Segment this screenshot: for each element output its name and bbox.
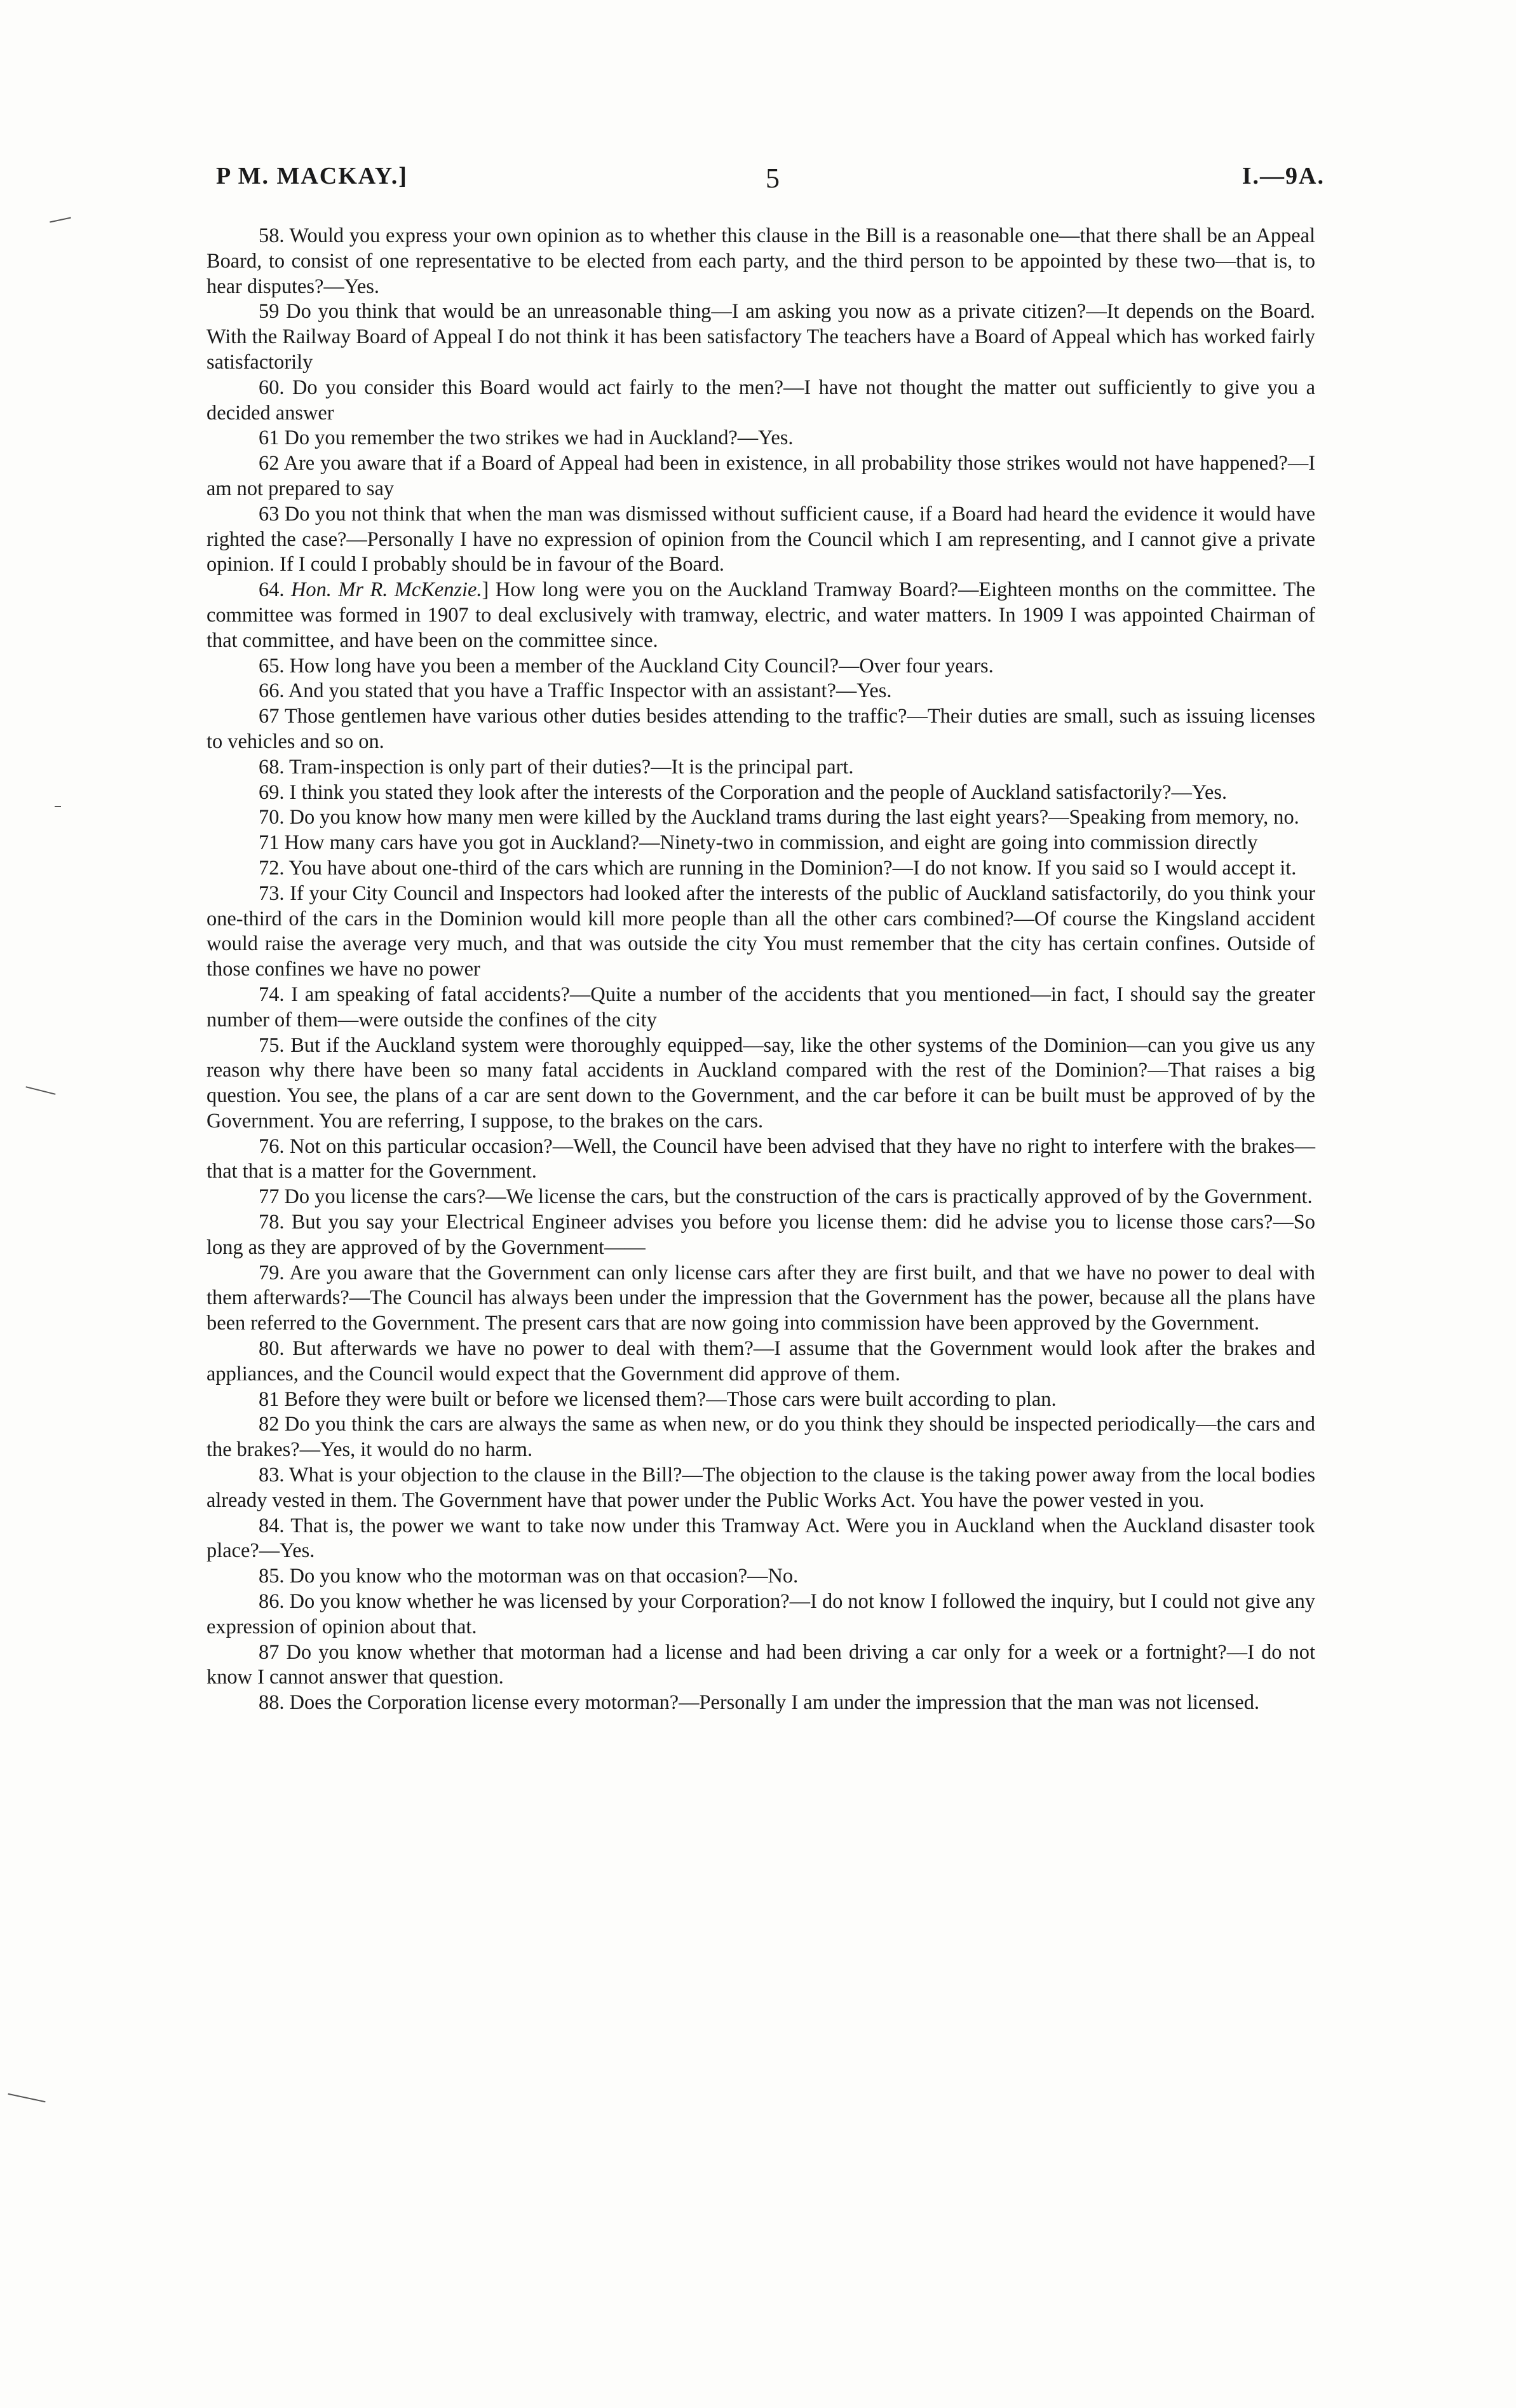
paragraph-64: 64. Hon. Mr R. McKenzie.] How long were you on the Auckland Tramway Board?—Eighteen months on the committee. The committee was formed in 1907 to deal exclusively with tramway, electric, and water matters. In 1909 I was appointed Chairman of that committee, and have been on the committee since. — [206, 578, 1315, 652]
paragraph-70: 70. Do you know how many men were killed by the Auckland trams during the last eight years?—Speaking from memory, no. — [259, 806, 1299, 829]
paragraph-81: 81 Before they were built or before we licensed them?—Those cars were built according to plan. — [259, 1387, 1057, 1411]
margin-mark — [8, 2093, 45, 2102]
margin-mark — [55, 806, 61, 807]
paragraph-83: 83. What is your objection to the clause in the Bill?—The objection to the clause is the taking power away from the local bodies already vested in them. The Government have that power under the Public Works Act. You have the power vested in you. — [206, 1464, 1315, 1512]
paragraph-59: 59 Do you think that would be an unreasonable thing—I am asking you now as a private citizen?—It depends on the Board. With the Railway Board of Appeal I do not think it has been satisfactory The teachers have a Board of Appeal which has worked fairly satisfactorily — [206, 300, 1315, 374]
page-number: 5 — [766, 163, 780, 194]
paragraph-60: 60. Do you consider this Board would act fairly to the men?—I have not thought the matter out sufficiently to give you a decided answer — [206, 376, 1315, 425]
paragraph-82: 82 Do you think the cars are always the same as when new, or do you think they should be inspected periodically—the cars and the brakes?—Yes, it would do no harm. — [206, 1413, 1315, 1462]
paragraph-78: 78. But you say your Electrical Engineer advises you before you license them: did he advise you to license those cars?—So long as they are approved of by the Government—— — [206, 1211, 1315, 1259]
paragraph-80: 80. But afterwards we have no power to deal with them?—I assume that the Government would look after the brakes and appliances, and the Council would expect that the Government did approve of them. — [206, 1337, 1315, 1385]
paragraph-79: 79. Are you aware that the Government can only license cars after they are first built, and that we have no power to deal with them afterwards?—The Council has always been under the impression that the Government has the power, because all the plans have been referred to the Government. The present cars that are now going into commission have been approved by the Government. — [206, 1261, 1315, 1335]
paragraph-71: 71 How many cars have you got in Auckland?—Ninety-two in commission, and eight are going into commission directly — [259, 831, 1258, 855]
evidence-body — [206, 224, 1315, 1716]
paragraph-84: 84. That is, the power we want to take now under this Tramway Act. Were you in Auckland when the Auckland disaster took place?—Yes. — [206, 1514, 1315, 1563]
paragraph-72: 72. You have about one-third of the cars which are running in the Dominion?—I do not know. If you said so I would accept it. — [259, 856, 1297, 880]
document-reference: I.—9A. — [1242, 163, 1325, 189]
margin-mark — [50, 217, 71, 222]
paragraph-75: 75. But if the Auckland system were thoroughly equipped—say, like the other systems of the Dominion—can you give us any reason why there have been so many fatal accidents in Auckland compared with the rest of the Dominion?—That raises a big question. You see, the plans of a car are sent down to the Government, and the car before it can be built must be approved of by the Government. You are referring, I suppose, to the brakes on the cars. — [206, 1033, 1315, 1133]
paragraph-86: 86. Do you know whether he was licensed by your Corporation?—I do not know I followed the inquiry, but I could not give any expression of opinion about that. — [206, 1590, 1315, 1638]
speaker-name: Hon. Mr R. McKenzie. — [291, 578, 482, 602]
paragraph-65: 65. How long have you been a member of the Auckland City Council?—Over four years. — [259, 654, 994, 677]
paragraph-62: 62 Are you aware that if a Board of Appeal had been in existence, in all probability those strikes would not have happened?—I am not prepared to say — [206, 452, 1315, 500]
paragraph-63: 63 Do you not think that when the man was dismissed without sufficient cause, if a Board had heard the evidence it would have righted the case?—Personally I have no expression of opinion from the Council which I am representing, and I cannot give a private opinion. If I could I probably should be in favour of the Board. — [206, 502, 1315, 576]
page-header — [216, 162, 1325, 200]
header-witness-name: P M. MACKAY.] — [216, 163, 408, 189]
paragraph-76: 76. Not on this particular occasion?—Well, the Council have been advised that they have no right to interfere with the brakes—that that is a matter for the Government. — [206, 1134, 1315, 1183]
margin-mark — [25, 1086, 55, 1095]
paragraph-73: 73. If your City Council and Inspectors had looked after the interests of the public of Auckland satisfactorily, do you think your one-third of the cars in the Dominion would kill more people than all the other cars combined?—Of course the Kingsland accident would raise the average very much, and that was outside the city You must remember that the city has certain confines. Outside of those confines we have no power — [206, 881, 1315, 981]
paragraph-88: 88. Does the Corporation license every motorman?—Personally I am under the impression that the man was not licensed. — [259, 1691, 1260, 1715]
paragraph-58: 58. Would you express your own opinion as to whether this clause in the Bill is a reasonable one—that there shall be an Appeal Board, to consist of one representative to be elected from each party, and the third person to be appointed by these two—that is, to hear disputes?—Yes. — [206, 224, 1315, 298]
paragraph-85: 85. Do you know who the motorman was on that occasion?—No. — [259, 1565, 799, 1588]
paragraph-74: 74. I am speaking of fatal accidents?—Quite a number of the accidents that you mentioned—in fact, I should say the greater number of them—were outside the confines of the city — [206, 983, 1315, 1031]
paragraph-67: 67 Those gentlemen have various other duties besides attending to the traffic?—Their duties are small, such as issuing licenses to vehicles and so on. — [206, 705, 1315, 753]
paragraph-68: 68. Tram-inspection is only part of their duties?—It is the principal part. — [259, 755, 854, 779]
paragraph-66: 66. And you stated that you have a Traffic Inspector with an assistant?—Yes. — [259, 679, 892, 703]
paragraph-87: 87 Do you know whether that motorman had a license and had been driving a car only for a week or a fortnight?—I do not know I cannot answer that question. — [206, 1640, 1315, 1689]
paragraph-69: 69. I think you stated they look after the interests of the Corporation and the people of Auckland satisfactorily?—Yes. — [259, 780, 1228, 804]
paragraph-77: 77 Do you license the cars?—We license the cars, but the construction of the cars is practically approved of by the Government. — [259, 1185, 1313, 1209]
paragraph-61: 61 Do you remember the two strikes we had in Auckland?—Yes. — [259, 426, 794, 450]
